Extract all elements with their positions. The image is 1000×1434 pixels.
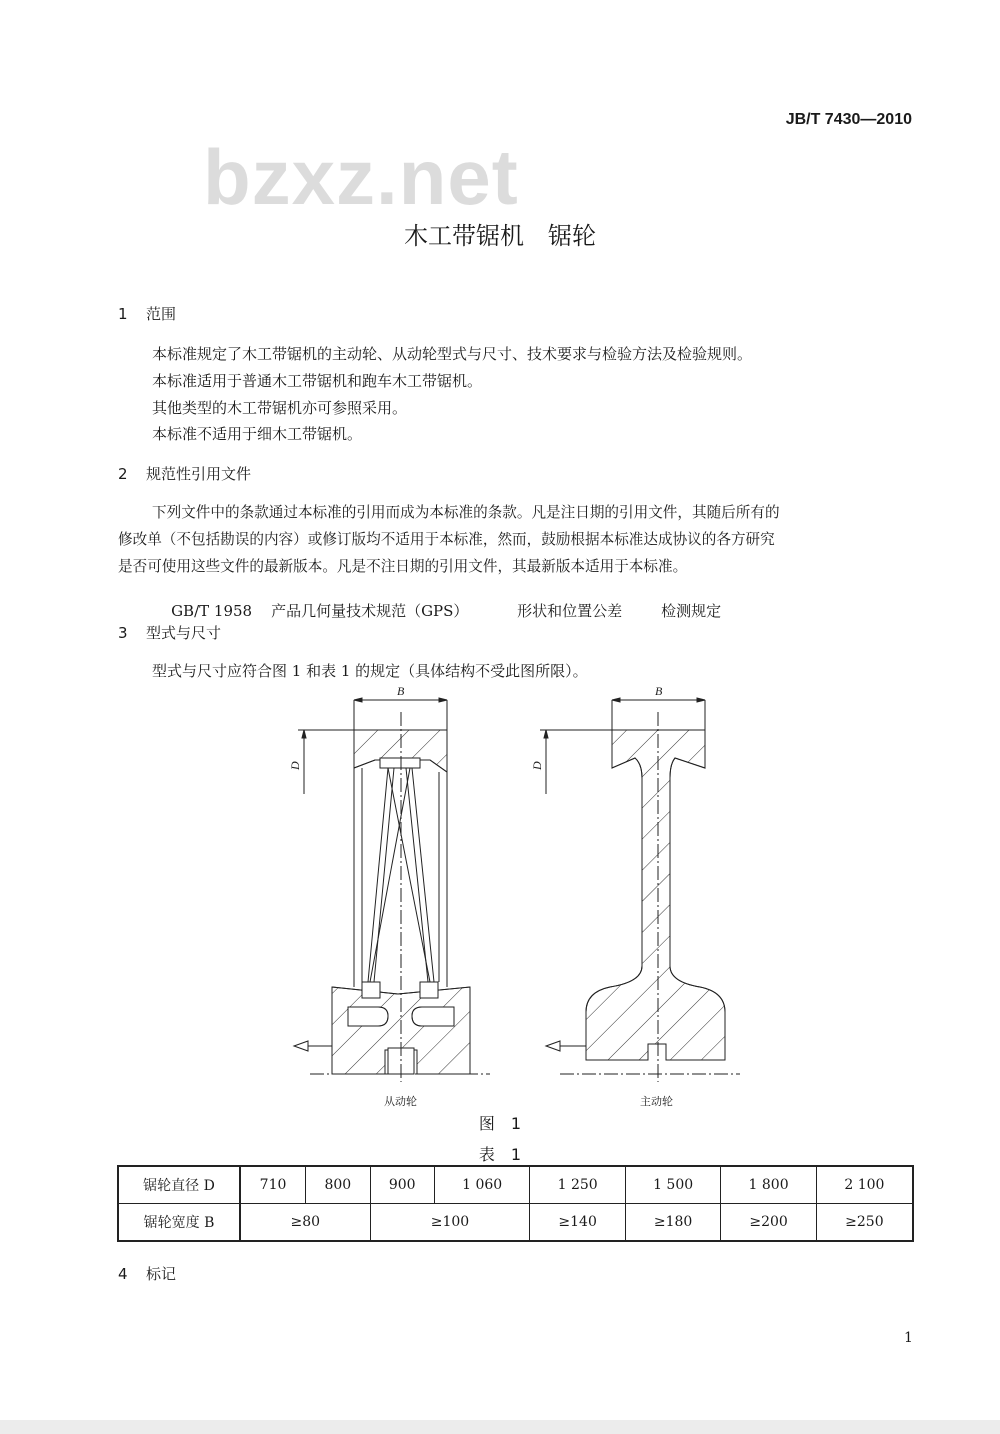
- reference-sub: 检测规定: [661, 602, 722, 620]
- table-row-width: [118, 1204, 913, 1242]
- figure-caption: 图 1: [478, 1114, 522, 1133]
- dim-d-right: D: [530, 761, 544, 770]
- table-cell: ≥80: [240, 1204, 370, 1242]
- reference-code: GB/T 1958: [171, 602, 253, 620]
- page-number: 1: [904, 1330, 913, 1346]
- refs-paragraph-line-3: 是否可使用这些文件的最新版本。凡是不注日期的引用文件，其最新版本适用于本标准。: [118, 558, 688, 575]
- section-1-heading: 1 范围: [118, 305, 177, 323]
- driven-wheel-label: 从动轮: [384, 1095, 417, 1108]
- reference-name: 产品几何量技术规范（GPS）: [271, 602, 469, 620]
- dim-b-right: B: [655, 684, 663, 698]
- table-cell: 1 800: [721, 1166, 816, 1204]
- driving-wheel-label: 主动轮: [640, 1095, 673, 1108]
- watermark: bzxz.net: [203, 133, 519, 221]
- refs-paragraph-line-1: 下列文件中的条款通过本标准的引用而成为本标准的条款。凡是注日期的引用文件，其随后所有的: [152, 504, 780, 521]
- table-cell: ≥250: [816, 1204, 913, 1242]
- driving-wheel-drawing: [540, 698, 740, 1082]
- row-label-diameter: 锯轮直径 D: [118, 1166, 240, 1204]
- reference-entry: [152, 582, 721, 639]
- table-cell: 710: [240, 1166, 306, 1204]
- table-cell: 1 060: [434, 1166, 529, 1204]
- table-cell: ≥200: [721, 1204, 816, 1242]
- table-cell: 2 100: [816, 1166, 913, 1204]
- section-3-heading: 3 型式与尺寸: [118, 624, 222, 642]
- table-cell: 900: [370, 1166, 434, 1204]
- wheel-spec-table: [117, 1165, 914, 1242]
- wheel-cross-section-figure: [270, 682, 750, 1082]
- table-row-diameter: [118, 1166, 913, 1204]
- reference-part: 形状和位置公差: [517, 602, 623, 620]
- table-caption: 表 1: [478, 1145, 522, 1164]
- dim-d-left: D: [288, 761, 302, 770]
- driven-wheel-drawing: [294, 698, 490, 1082]
- refs-paragraph-line-2: 修改单（不包括勘误的内容）或修订版均不适用于本标准，然而，鼓励根据本标准达成协议的各方研究: [118, 531, 775, 548]
- table-cell: 1 250: [530, 1166, 625, 1204]
- table-cell: 800: [306, 1166, 370, 1204]
- form-paragraph: 型式与尺寸应符合图 1 和表 1 的规定（具体结构不受此图所限）。: [152, 662, 588, 680]
- table-cell: ≥100: [370, 1204, 530, 1242]
- document-title: 木工带锯机 锯轮: [404, 222, 596, 250]
- section-2-heading: 2 规范性引用文件: [118, 465, 252, 483]
- table-cell: ≥180: [625, 1204, 720, 1242]
- section-4-heading: 4 标记: [118, 1265, 177, 1283]
- scope-paragraph-2: 本标准适用于普通木工带锯机和跑车木工带锯机。: [152, 372, 483, 390]
- scope-paragraph-4: 本标准不适用于细木工带锯机。: [152, 425, 363, 443]
- scope-paragraph-3: 其他类型的木工带锯机亦可参照采用。: [152, 399, 408, 417]
- viewer-bottom-edge: [0, 1420, 1000, 1434]
- scope-paragraph-1: 本标准规定了木工带锯机的主动轮、从动轮型式与尺寸、技术要求与检验方法及检验规则。: [152, 345, 753, 363]
- dim-b-left: B: [397, 684, 405, 698]
- table-cell: ≥140: [530, 1204, 625, 1242]
- table-cell: 1 500: [625, 1166, 720, 1204]
- row-label-width: 锯轮宽度 B: [118, 1204, 240, 1242]
- standard-number: JB/T 7430—2010: [785, 111, 912, 128]
